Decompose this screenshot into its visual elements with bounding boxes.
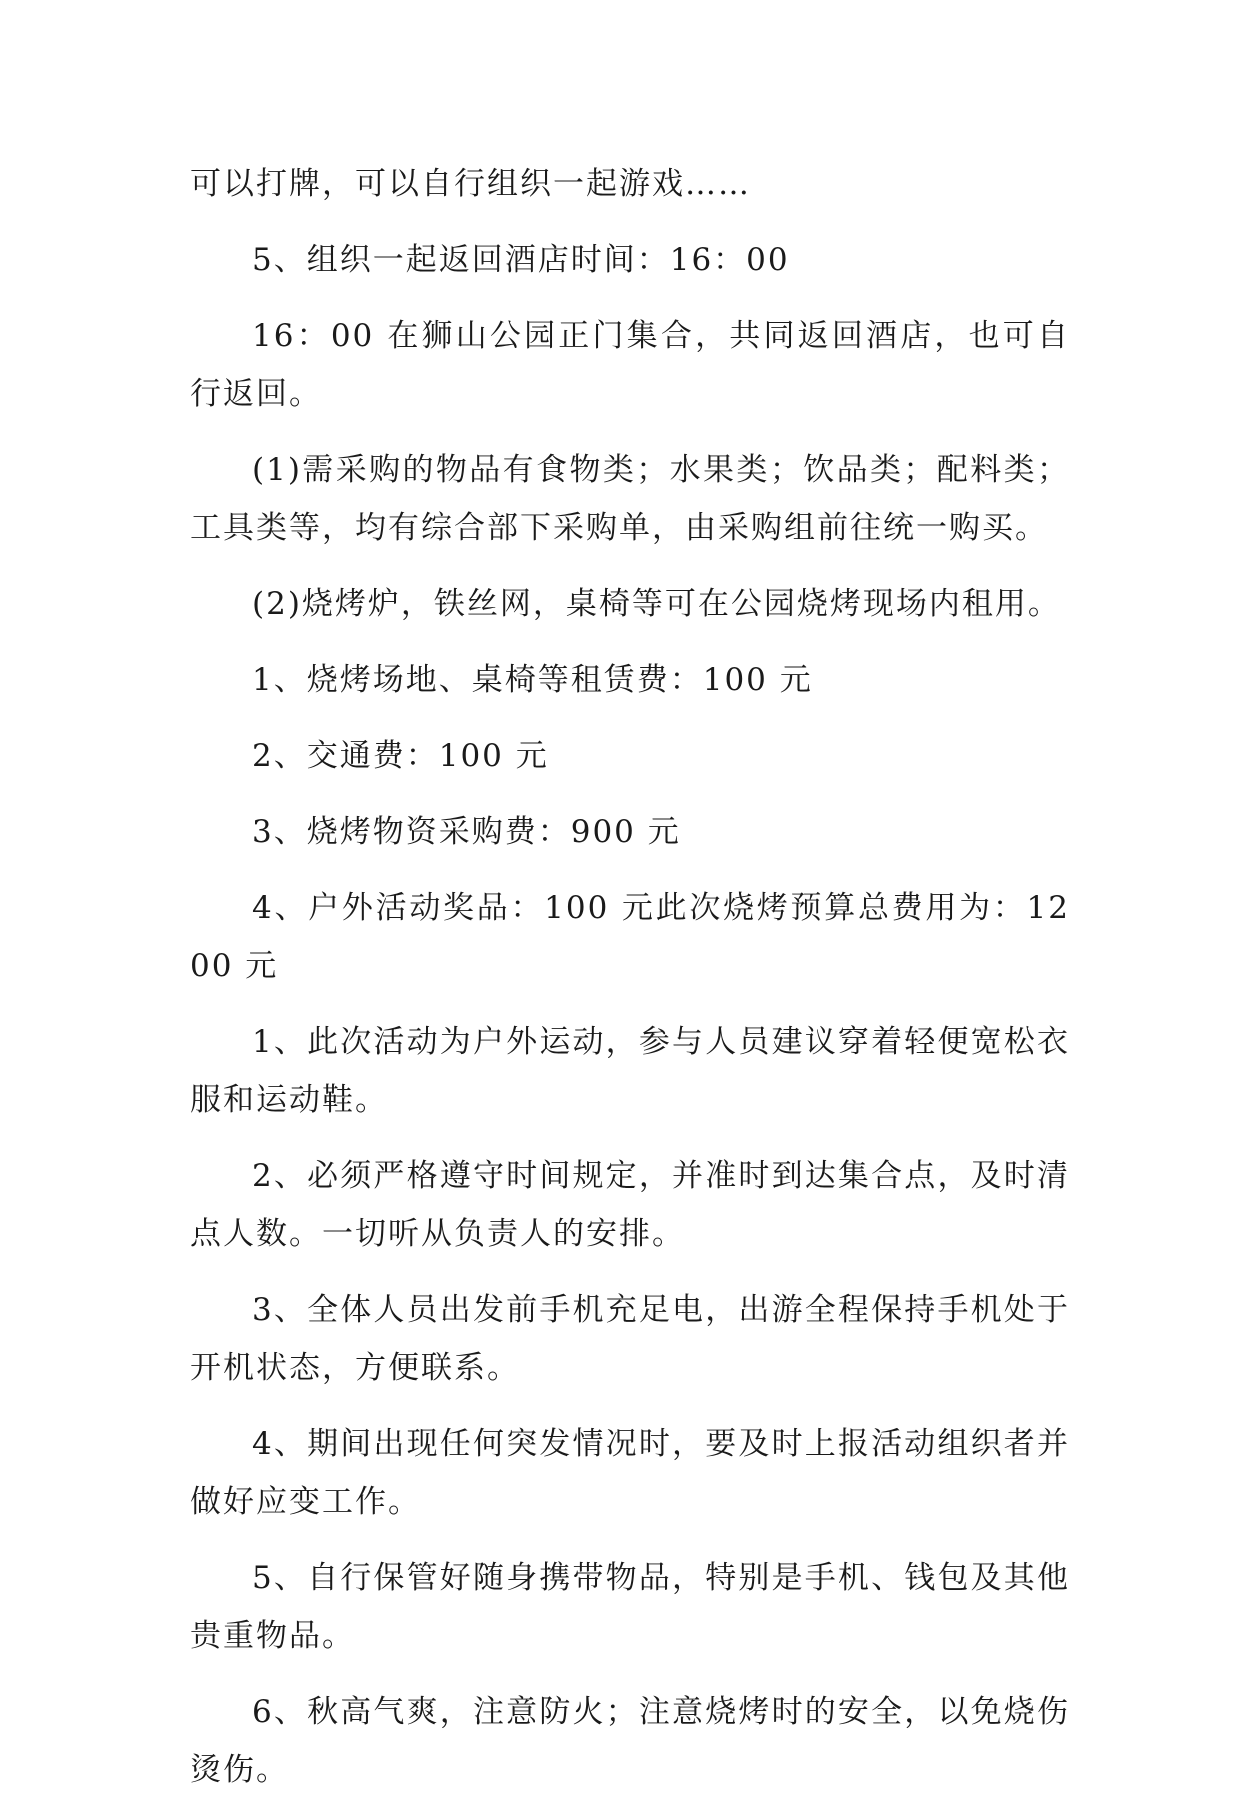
note-item-clothing: 1、此次活动为户外运动，参与人员建议穿着轻便宽松衣服和运动鞋。 (190, 1024, 1070, 1118)
paragraph-return-time: 5、组织一起返回酒店时间：16：00 (252, 242, 790, 278)
paragraph-equipment-rental: (2)烧烤炉，铁丝网，桌椅等可在公园烧烤现场内租用。 (252, 586, 1061, 622)
note-item-phone: 3、全体人员出发前手机充足电，出游全程保持手机处于开机状态，方便联系。 (190, 1292, 1070, 1386)
note-item-punctuality: 2、必须严格遵守时间规定，并准时到达集合点，及时清点人数。一切听从负责人的安排。 (190, 1158, 1070, 1252)
paragraph-meeting-point: 16：00 在狮山公园正门集合，共同返回酒店，也可自行返回。 (190, 318, 1070, 412)
budget-item-venue: 1、烧烤场地、桌椅等租赁费：100 元 (252, 662, 813, 698)
note-item-emergency: 4、期间出现任何突发情况时，要及时上报活动组织者并做好应变工作。 (190, 1426, 1070, 1520)
paragraph-purchase-items: (1)需采购的物品有食物类；水果类；饮品类；配料类；工具类等，均有综合部下采购单，由采购组前往统一购买。 (190, 452, 1070, 546)
note-item-fire-safety: 6、秋高气爽，注意防火；注意烧烤时的安全，以免烧伤烫伤。 (190, 1694, 1070, 1788)
paragraph-continuation: 可以打牌，可以自行组织一起游戏…… (190, 166, 751, 202)
budget-item-prizes-total: 4、户外活动奖品：100 元此次烧烤预算总费用为：1200 元 (190, 890, 1070, 984)
note-item-belongings: 5、自行保管好随身携带物品，特别是手机、钱包及其他贵重物品。 (190, 1560, 1070, 1654)
document-body (190, 155, 1070, 1817)
budget-item-supplies: 3、烧烤物资采购费：900 元 (252, 814, 681, 850)
budget-item-transport: 2、交通费：100 元 (252, 738, 549, 774)
